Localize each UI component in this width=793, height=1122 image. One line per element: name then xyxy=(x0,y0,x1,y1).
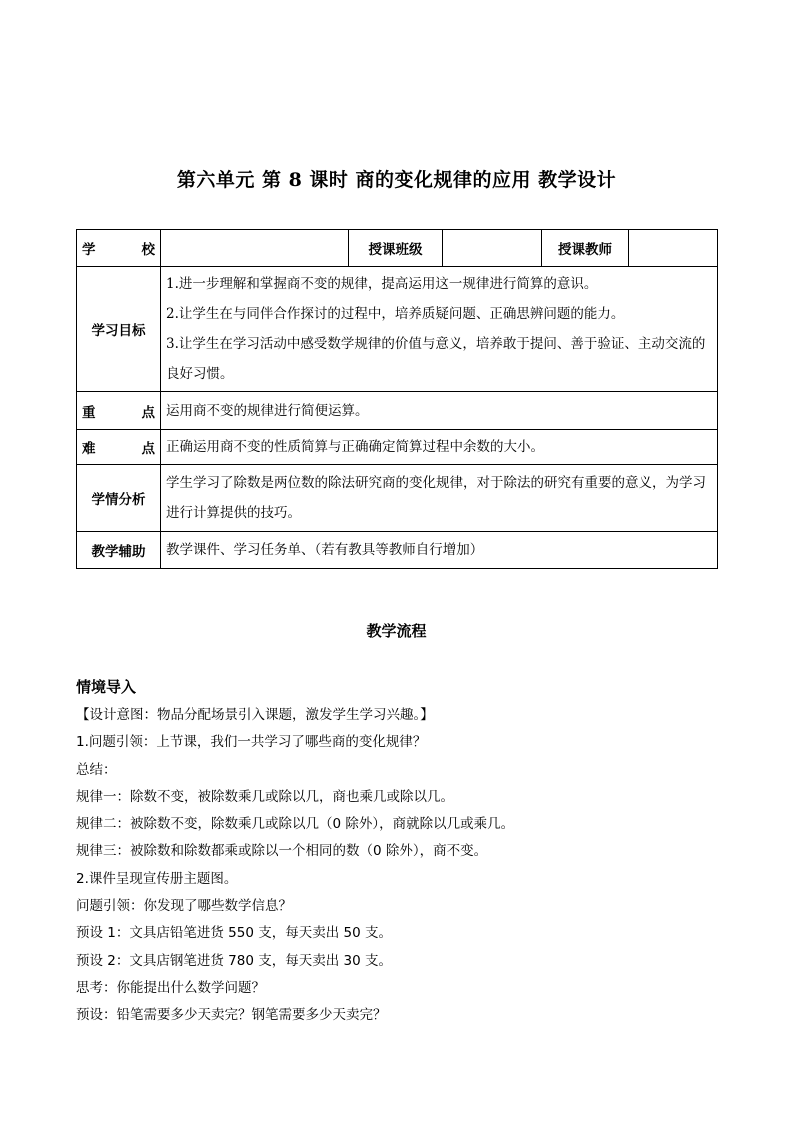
key-value: 运用商不变的规律进行简便运算。 xyxy=(161,392,718,430)
goals-content xyxy=(161,267,718,392)
teacher-label: 授课教师 xyxy=(542,230,629,267)
flow-line: 2.课件呈现宣传册主题图。 xyxy=(76,870,238,887)
goal-item: 2.让学生在与同伴合作探讨的过程中，培养质疑问题、正确思辨问题的能力。 xyxy=(166,306,625,322)
flow-line: 预设 2：文具店钢笔进货 780 支，每天卖出 30 支。 xyxy=(76,952,392,969)
section-title: 教学流程 xyxy=(366,622,427,640)
flow-heading: 情境导入 xyxy=(76,678,137,696)
difficulty-label: 难 点 xyxy=(77,430,161,465)
aids-value: 教学课件、学习任务单、（若有教具等教师自行增加） xyxy=(161,532,718,569)
flow-line: 【设计意图：物品分配场景引入课题，激发学生学习兴趣。】 xyxy=(76,707,434,723)
flow-line: 1.问题引领：上节课，我们一共学习了哪些商的变化规律？ xyxy=(76,734,427,751)
analysis-label: 学情分析 xyxy=(77,465,161,532)
class-value xyxy=(443,230,542,267)
class-label: 授课班级 xyxy=(349,230,443,267)
teacher-value xyxy=(629,230,718,267)
analysis-value: 学生学习了除数是两位数的除法研究商的变化规律，对于除法的研究有重要的意义，为学习进行计算提供的技巧。 xyxy=(161,465,718,532)
table-row-goals xyxy=(77,267,718,392)
goals-label: 学习目标 xyxy=(77,267,161,392)
table-row-analysis xyxy=(77,465,718,532)
goal-item: 3.让学生在学习活动中感受数学规律的价值与意义，培养敢于提问、善于验证、主动交流的良好习惯。 xyxy=(166,336,706,382)
flow-line: 规律二：被除数不变，除数乘几或除以几（0 除外），商就除以几或乘几。 xyxy=(76,816,515,833)
flow-line: 预设 1：文具店铅笔进货 550 支，每天卖出 50 支。 xyxy=(76,925,392,942)
key-label: 重 点 xyxy=(77,392,161,430)
flow-line: 预设：铅笔需要多少天卖完？钢笔需要多少天卖完？ xyxy=(76,1007,387,1024)
flow-line: 规律一：除数不变，被除数乘几或除以几，商也乘几或除以几。 xyxy=(76,788,454,805)
difficulty-value: 正确运用商不变的性质简算与正确确定简算过程中余数的大小。 xyxy=(161,430,718,465)
flow-line: 总结： xyxy=(76,761,117,778)
school-label: 学 校 xyxy=(77,230,161,267)
goal-item: 1.进一步理解和掌握商不变的规律，提高运用这一规律进行简算的意识。 xyxy=(166,276,598,292)
flow-line: 问题引领：你发现了哪些数学信息？ xyxy=(76,898,292,915)
flow-line: 思考：你能提出什么数学问题？ xyxy=(76,979,265,996)
teaching-flow xyxy=(76,675,716,1030)
flow-line: 规律三：被除数和除数都乘或除以一个相同的数（0 除外），商不变。 xyxy=(76,843,488,860)
table-row-difficulty xyxy=(77,430,718,465)
table-row-aids xyxy=(77,532,718,569)
lesson-info-table xyxy=(76,229,718,569)
table-row-header-info xyxy=(77,230,718,267)
table-row-key xyxy=(77,392,718,430)
aids-label: 教学辅助 xyxy=(77,532,161,569)
school-value xyxy=(161,230,349,267)
document-title: 第六单元 第 8 课时 商的变化规律的应用 教学设计 xyxy=(176,169,617,191)
